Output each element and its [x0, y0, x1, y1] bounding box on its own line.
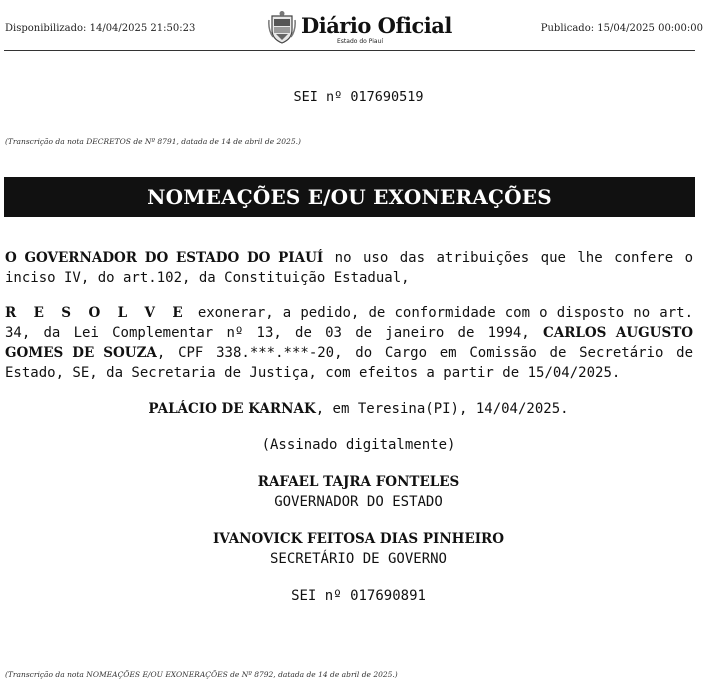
governor-title: O GOVERNADOR DO ESTADO DO PIAUÍ — [5, 250, 324, 266]
resolution-text-b: , CPF 338.***.***-20, do Cargo em Comissão de Secretário de Estado, SE, da Secretaria de Justiça, com efeitos a partir de 15/04/2025. — [5, 345, 693, 381]
exonerated-name: CARLOS AUGUSTO GOMES DE SOUZA — [5, 325, 694, 361]
preamble-text: no uso das atribuições que lhe confere o inciso IV, do art.102, da Constituição Estadual, — [5, 250, 694, 286]
place-date-text: , em Teresina(PI), 14/04/2025. — [315, 401, 569, 417]
resolution-text-a: exonerar, a pedido, de conformidade com o disposto no art. 34, da Lei Complementar nº 13, de 03 de janeiro de 1994, — [5, 305, 693, 341]
brand-subtitle: Estado do Piauí — [337, 38, 384, 45]
resolution-paragraph — [5, 303, 693, 383]
signer2-role: SECRETÁRIO DE GOVERNO — [269, 551, 447, 567]
signer1-name-text: RAFAEL TAJRA FONTELES — [257, 474, 460, 490]
transcription-note-top: (Transcrição da nota DECRETOS de Nº 8791, datada de 14 de abril de 2025.) — [5, 137, 301, 146]
sei-number-top: SEI nº 017690519 — [293, 89, 424, 105]
disponibilizado-text: Disponibilizado: 14/04/2025 21:50:23 — [5, 23, 196, 34]
signer2-name — [0, 531, 717, 547]
transcription-note-bottom: (Transcrição da nota NOMEAÇÕES E/OU EXONERAÇÕES de Nº 8792, datada de 14 de abril de 2025.) — [5, 670, 398, 679]
place-name: PALÁCIO DE KARNAK — [148, 401, 316, 417]
signer1-name — [0, 474, 717, 490]
header-divider — [4, 50, 695, 51]
sei-number-bottom: SEI nº 017690891 — [291, 588, 426, 604]
state-coat-of-arms-icon — [268, 10, 296, 44]
place-date-line — [0, 401, 717, 417]
diario-oficial-logo — [268, 10, 452, 46]
brand-title: Diário Oficial — [301, 13, 452, 38]
signer2-name-text: IVANOVICK FEITOSA DIAS PINHEIRO — [212, 531, 505, 547]
digitally-signed-text: (Assinado digitalmente) — [261, 437, 456, 453]
page-header — [0, 0, 717, 52]
publicado-text: Publicado: 15/04/2025 00:00:00 — [540, 23, 703, 34]
governor-preamble — [5, 248, 693, 288]
section-title-banner: NOMEAÇÕES E/OU EXONERAÇÕES — [4, 177, 695, 217]
resolve-keyword: R E S O L V E — [5, 305, 189, 321]
signer1-role: GOVERNADOR DO ESTADO — [274, 494, 443, 510]
